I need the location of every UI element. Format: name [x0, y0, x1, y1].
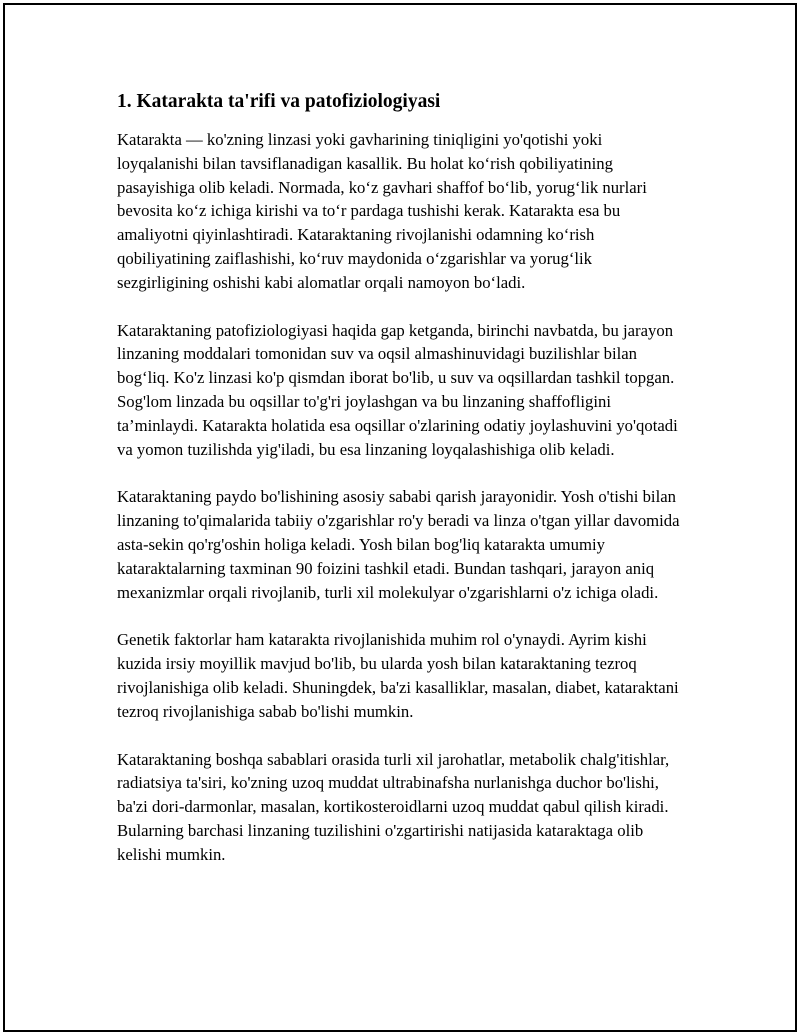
document-body	[117, 88, 685, 891]
paragraph-pathophysiology: Kataraktaning patofiziologiyasi haqida gap ketganda, birinchi navbatda, bu jarayon linzaning moddalari tomonidan suv va oqsil almashinuvidagi buzilishlar bilan bog‘liq. Ko'z linzasi ko'p qismdan iborat bo'lib, u suv va oqsillardan tashkil topgan. Sog'lom linzada bu oqsillar to'g'ri joylashgan va bu linzaning shaffofligini ta’minlaydi. Katarakta holatida esa oqsillar o'zlarining odatiy joylashuvini yo'qotadi va yomon tuzilishda yig'iladi, bu esa linzaning loyqalashishiga olib keladi.	[117, 320, 678, 459]
paragraph-aging-cause: Kataraktaning paydo bo'lishining asosiy sababi qarish jarayonidir. Yosh o'tishi bilan linzaning to'qimalarida tabiiy o'zgarishlar ro'y beradi va linza o'tgan yillar davomida asta-sekin qo'rg'oshin holiga keladi. Yosh bilan bog'liq katarakta umumiy kataraktalarning taxminan 90 foizini tashkil etadi. Bundan tashqari, jarayon aniq mexanizmlar orqali rivojlanib, turli xil molekulyar o'zgarishlarni o'z ichiga oladi.	[117, 487, 680, 602]
paragraph-genetic-factors: Genetik faktorlar ham katarakta rivojlanishida muhim rol o'ynaydi. Ayrim kishi kuzida irsiy moyillik mavjud bo'lib, bu ularda yosh bilan kataraktaning tezroq rivojlanishiga olib keladi. Shuningdek, ba'zi kasalliklar, masalan, diabet, kataraktani tezroq rivojlanishiga sabab bo'lishi mumkin.	[117, 630, 679, 721]
paragraph-definition: Katarakta — ko'zning linzasi yoki gavharining tiniqligini yo'qotishi yoki loyqalanishi bilan tavsiflanadigan kasallik. Bu holat ko‘rish qobiliyatining pasayishiga olib keladi. Normada, ko‘z gavhari shaffof bo‘lib, yorug‘lik nurlari bevosita ko‘z ichiga kirishi va to‘r pardaga tushishi kerak. Katarakta esa bu amaliyotni qiyinlashtiradi. Kataraktaning rivojlanishi odamning ko‘rish qobiliyatining zaiflashishi, ko‘ruv maydonida o‘zgarishlar va yorug‘lik sezgirligining oshishi kabi alomatlar orqali namoyon bo‘ladi.	[117, 130, 647, 292]
section-heading: 1. Katarakta ta'rifi va patofiziologiyasi	[117, 91, 441, 112]
paragraph-other-causes: Kataraktaning boshqa sabablari orasida turli xil jarohatlar, metabolik chalg'itishlar, radiatsiya ta'siri, ko'zning uzoq muddat ultrabinafsha nurlanishga duchor bo'lishi, ba'zi dori-darmonlar, masalan, kortikosteroidlarni uzoq muddat qabul qilish kiradi. Bularning barchasi linzaning tuzilishini o'zgartirishi natijasida kataraktaga olib kelishi mumkin.	[117, 749, 670, 864]
